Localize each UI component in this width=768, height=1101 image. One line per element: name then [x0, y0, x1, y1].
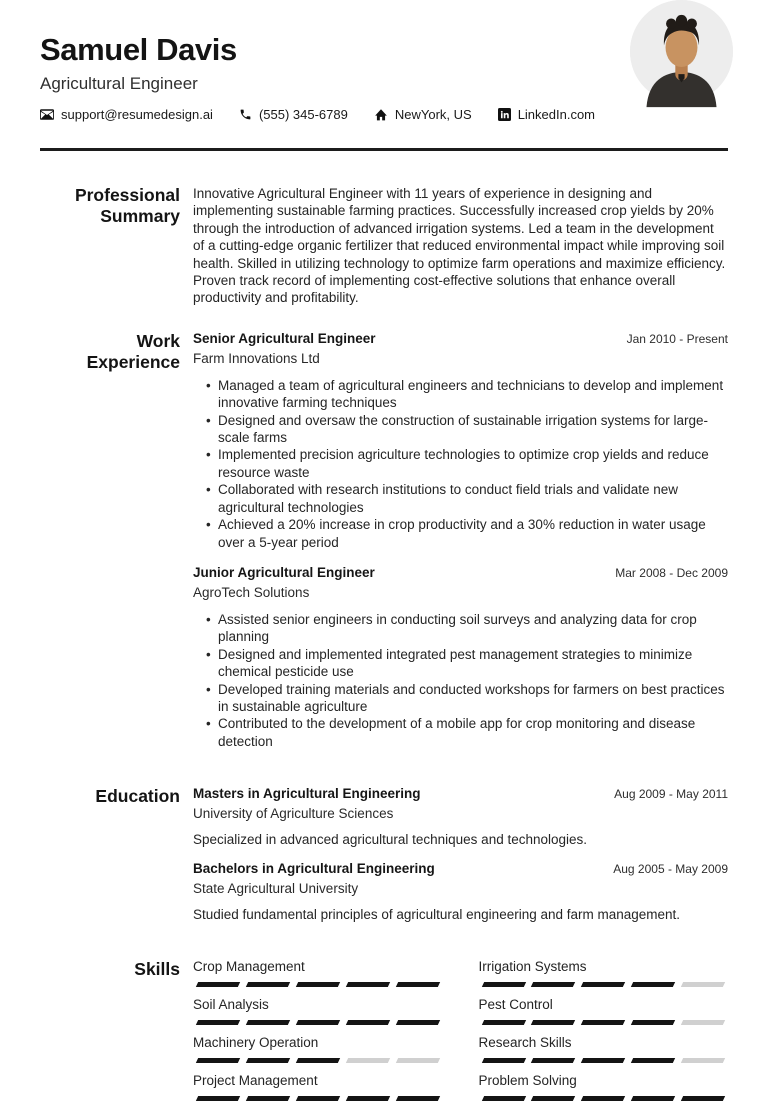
home-icon — [374, 108, 388, 121]
degree-description: Specialized in advanced agricultural techniques and technologies. — [193, 832, 588, 848]
job-title: Senior Agricultural Engineer — [193, 330, 376, 346]
job-bullet: • Contributed to the development of a mobile app for crop monitoring and disease detection — [193, 715, 728, 750]
profile-photo — [630, 0, 733, 103]
education-entries — [193, 786, 728, 923]
skill-bar-segment — [246, 1058, 290, 1063]
section-label-work: Work Experience — [86, 330, 180, 372]
resume-body — [40, 185, 728, 1101]
skill-bar-segment — [581, 1096, 625, 1101]
skill-item — [479, 1035, 729, 1063]
section-skills — [40, 959, 728, 1101]
job-bullet: • Managed a team of agricultural engineers and technicians to develop and implement innovative farming techniques — [193, 377, 728, 412]
skill-item — [479, 997, 729, 1025]
skill-bar-segment — [296, 1020, 340, 1025]
contact-location — [374, 107, 472, 122]
degree-title: Masters in Agricultural Engineering — [193, 786, 421, 802]
skill-bar-segment — [246, 1096, 290, 1101]
skill-bar-segment — [395, 982, 439, 987]
degree-header — [193, 786, 728, 802]
skill-level-bar — [479, 1020, 729, 1025]
skill-name: Soil Analysis — [193, 997, 269, 1013]
skill-bar-segment — [531, 1020, 575, 1025]
skill-bar-segment — [631, 1020, 675, 1025]
section-label-education: Education — [95, 786, 180, 807]
skill-level-bar — [479, 1096, 729, 1101]
skill-bar-segment — [531, 1058, 575, 1063]
skill-bar-segment — [581, 982, 625, 987]
degree-entry — [193, 861, 728, 923]
skill-name: Irrigation Systems — [478, 959, 587, 975]
skill-bar-segment — [296, 1058, 340, 1063]
contact-row — [40, 107, 728, 122]
degree-title: Bachelors in Agricultural Engineering — [193, 861, 435, 877]
skill-level-bar — [479, 1058, 729, 1063]
skill-bar-segment — [196, 982, 240, 987]
job-header — [193, 565, 728, 581]
job-bullet: • Collaborated with research institutions to conduct field trials and validate new agricultural technologies — [193, 481, 728, 516]
skill-level-bar — [193, 1020, 443, 1025]
skill-item — [193, 1035, 443, 1063]
phone-icon — [239, 108, 252, 121]
skills-grid — [193, 959, 728, 1101]
skill-bar-segment — [681, 1096, 725, 1101]
degree-entry — [193, 786, 728, 848]
job-dates: Jan 2010 - Present — [626, 331, 728, 346]
skill-bar-segment — [681, 1020, 725, 1025]
header-divider — [40, 148, 728, 151]
skill-name: Research Skills — [478, 1035, 572, 1051]
skill-bar-segment — [631, 982, 675, 987]
skill-bar-segment — [196, 1096, 240, 1101]
section-professional-summary — [40, 185, 728, 307]
job-company: Farm Innovations Ltd — [193, 350, 320, 366]
linkedin-icon — [498, 108, 511, 121]
job-bullet: • Achieved a 20% increase in crop productivity and a 30% reduction in water usage over a 5-year period — [193, 516, 728, 551]
section-label-summary: Professional Summary — [74, 185, 180, 226]
section-education — [40, 786, 728, 923]
skill-bar-segment — [346, 1058, 390, 1063]
job-bullet: • Developed training materials and conducted workshops for farmers on best practices in sustainable agriculture — [193, 681, 728, 716]
contact-email — [40, 107, 213, 122]
skill-bar-segment — [681, 1058, 725, 1063]
skill-bar-segment — [346, 1020, 390, 1025]
skill-bar-segment — [196, 1058, 240, 1063]
skill-bar-segment — [346, 1096, 390, 1101]
degree-dates: Aug 2005 - May 2009 — [613, 862, 728, 877]
skill-bar-segment — [246, 1020, 290, 1025]
contact-location-text: NewYork, US — [394, 107, 472, 122]
person-job-title: Agricultural Engineer — [40, 74, 198, 93]
skill-bar-segment — [681, 982, 725, 987]
resume-header — [40, 0, 728, 122]
skill-item — [193, 997, 443, 1025]
skill-bar-segment — [581, 1020, 625, 1025]
person-name: Samuel Davis — [40, 32, 237, 67]
skill-bar-segment — [296, 982, 340, 987]
skill-bar-segment — [296, 1096, 340, 1101]
skill-name: Crop Management — [193, 959, 305, 975]
job-entry — [193, 331, 728, 551]
skill-bar-segment — [631, 1058, 675, 1063]
job-bullet: • Designed and implemented integrated pest management strategies to minimize chemical pesticide use — [193, 646, 728, 681]
skill-item — [479, 959, 729, 987]
skill-bar-segment — [395, 1020, 439, 1025]
section-label-skills: Skills — [134, 959, 180, 980]
skill-name: Pest Control — [478, 997, 553, 1013]
skill-name: Problem Solving — [478, 1073, 577, 1089]
skill-bar-segment — [395, 1096, 439, 1101]
skill-level-bar — [193, 1096, 443, 1101]
degree-description: Studied fundamental principles of agricultural engineering and farm management. — [193, 907, 681, 923]
degree-header — [193, 861, 728, 877]
work-entries — [193, 331, 728, 750]
job-bullets — [193, 377, 728, 551]
skill-bar-segment — [531, 1096, 575, 1101]
skill-bar-segment — [346, 982, 390, 987]
skill-bar-segment — [395, 1058, 439, 1063]
degree-school: State Agricultural University — [193, 881, 359, 897]
skill-bar-segment — [246, 982, 290, 987]
job-dates: Mar 2008 - Dec 2009 — [615, 565, 728, 580]
skill-item — [479, 1073, 729, 1101]
contact-linkedin — [498, 107, 595, 122]
job-company: AgroTech Solutions — [193, 584, 310, 600]
contact-linkedin-text: LinkedIn.com — [517, 107, 596, 122]
section-work-experience — [40, 331, 728, 750]
skill-bar-segment — [481, 1020, 525, 1025]
skill-level-bar — [193, 982, 443, 987]
contact-phone — [239, 107, 348, 122]
job-bullets — [193, 611, 728, 750]
skill-bar-segment — [631, 1096, 675, 1101]
job-bullet: • Designed and oversaw the construction of sustainable irrigation systems for large-scale farms — [193, 412, 728, 447]
job-bullet: • Assisted senior engineers in conducting soil surveys and analyzing data for crop planning — [193, 611, 728, 646]
degree-dates: Aug 2009 - May 2011 — [614, 787, 728, 802]
skill-bar-segment — [196, 1020, 240, 1025]
skill-bar-segment — [481, 1058, 525, 1063]
contact-phone-text: (555) 345-6789 — [258, 107, 348, 122]
skill-bar-segment — [581, 1058, 625, 1063]
skill-name: Machinery Operation — [193, 1035, 319, 1051]
job-entry — [193, 565, 728, 750]
job-title: Junior Agricultural Engineer — [193, 564, 375, 580]
degree-school: University of Agriculture Sciences — [193, 806, 394, 822]
skill-name: Project Management — [193, 1073, 318, 1089]
skill-level-bar — [193, 1058, 443, 1063]
skill-bar-segment — [481, 982, 525, 987]
summary-text: Innovative Agricultural Engineer with 11 years of experience in designing and implementing sustainable farming practices. Successfully increased crop yields by 20% through the introduction of advanced irrigation systems. Led a team in the development of a cutting-edge organic fertilizer that reduced environmental impact while improving soil health. Skilled in utilizing technology to optimize farm operations and maximize efficiency. Proven track record of implementing cost-effective solutions that enhance overall productivity and profitability. — [193, 186, 726, 306]
skill-level-bar — [479, 982, 729, 987]
email-icon — [40, 109, 54, 120]
job-header — [193, 331, 728, 347]
skill-item — [193, 1073, 443, 1101]
skill-item — [193, 959, 443, 987]
contact-email-text: support@resumedesign.ai — [61, 107, 213, 122]
skill-bar-segment — [531, 982, 575, 987]
skill-bar-segment — [481, 1096, 525, 1101]
job-bullet: • Implemented precision agriculture technologies to optimize crop yields and reduce resource waste — [193, 446, 728, 481]
